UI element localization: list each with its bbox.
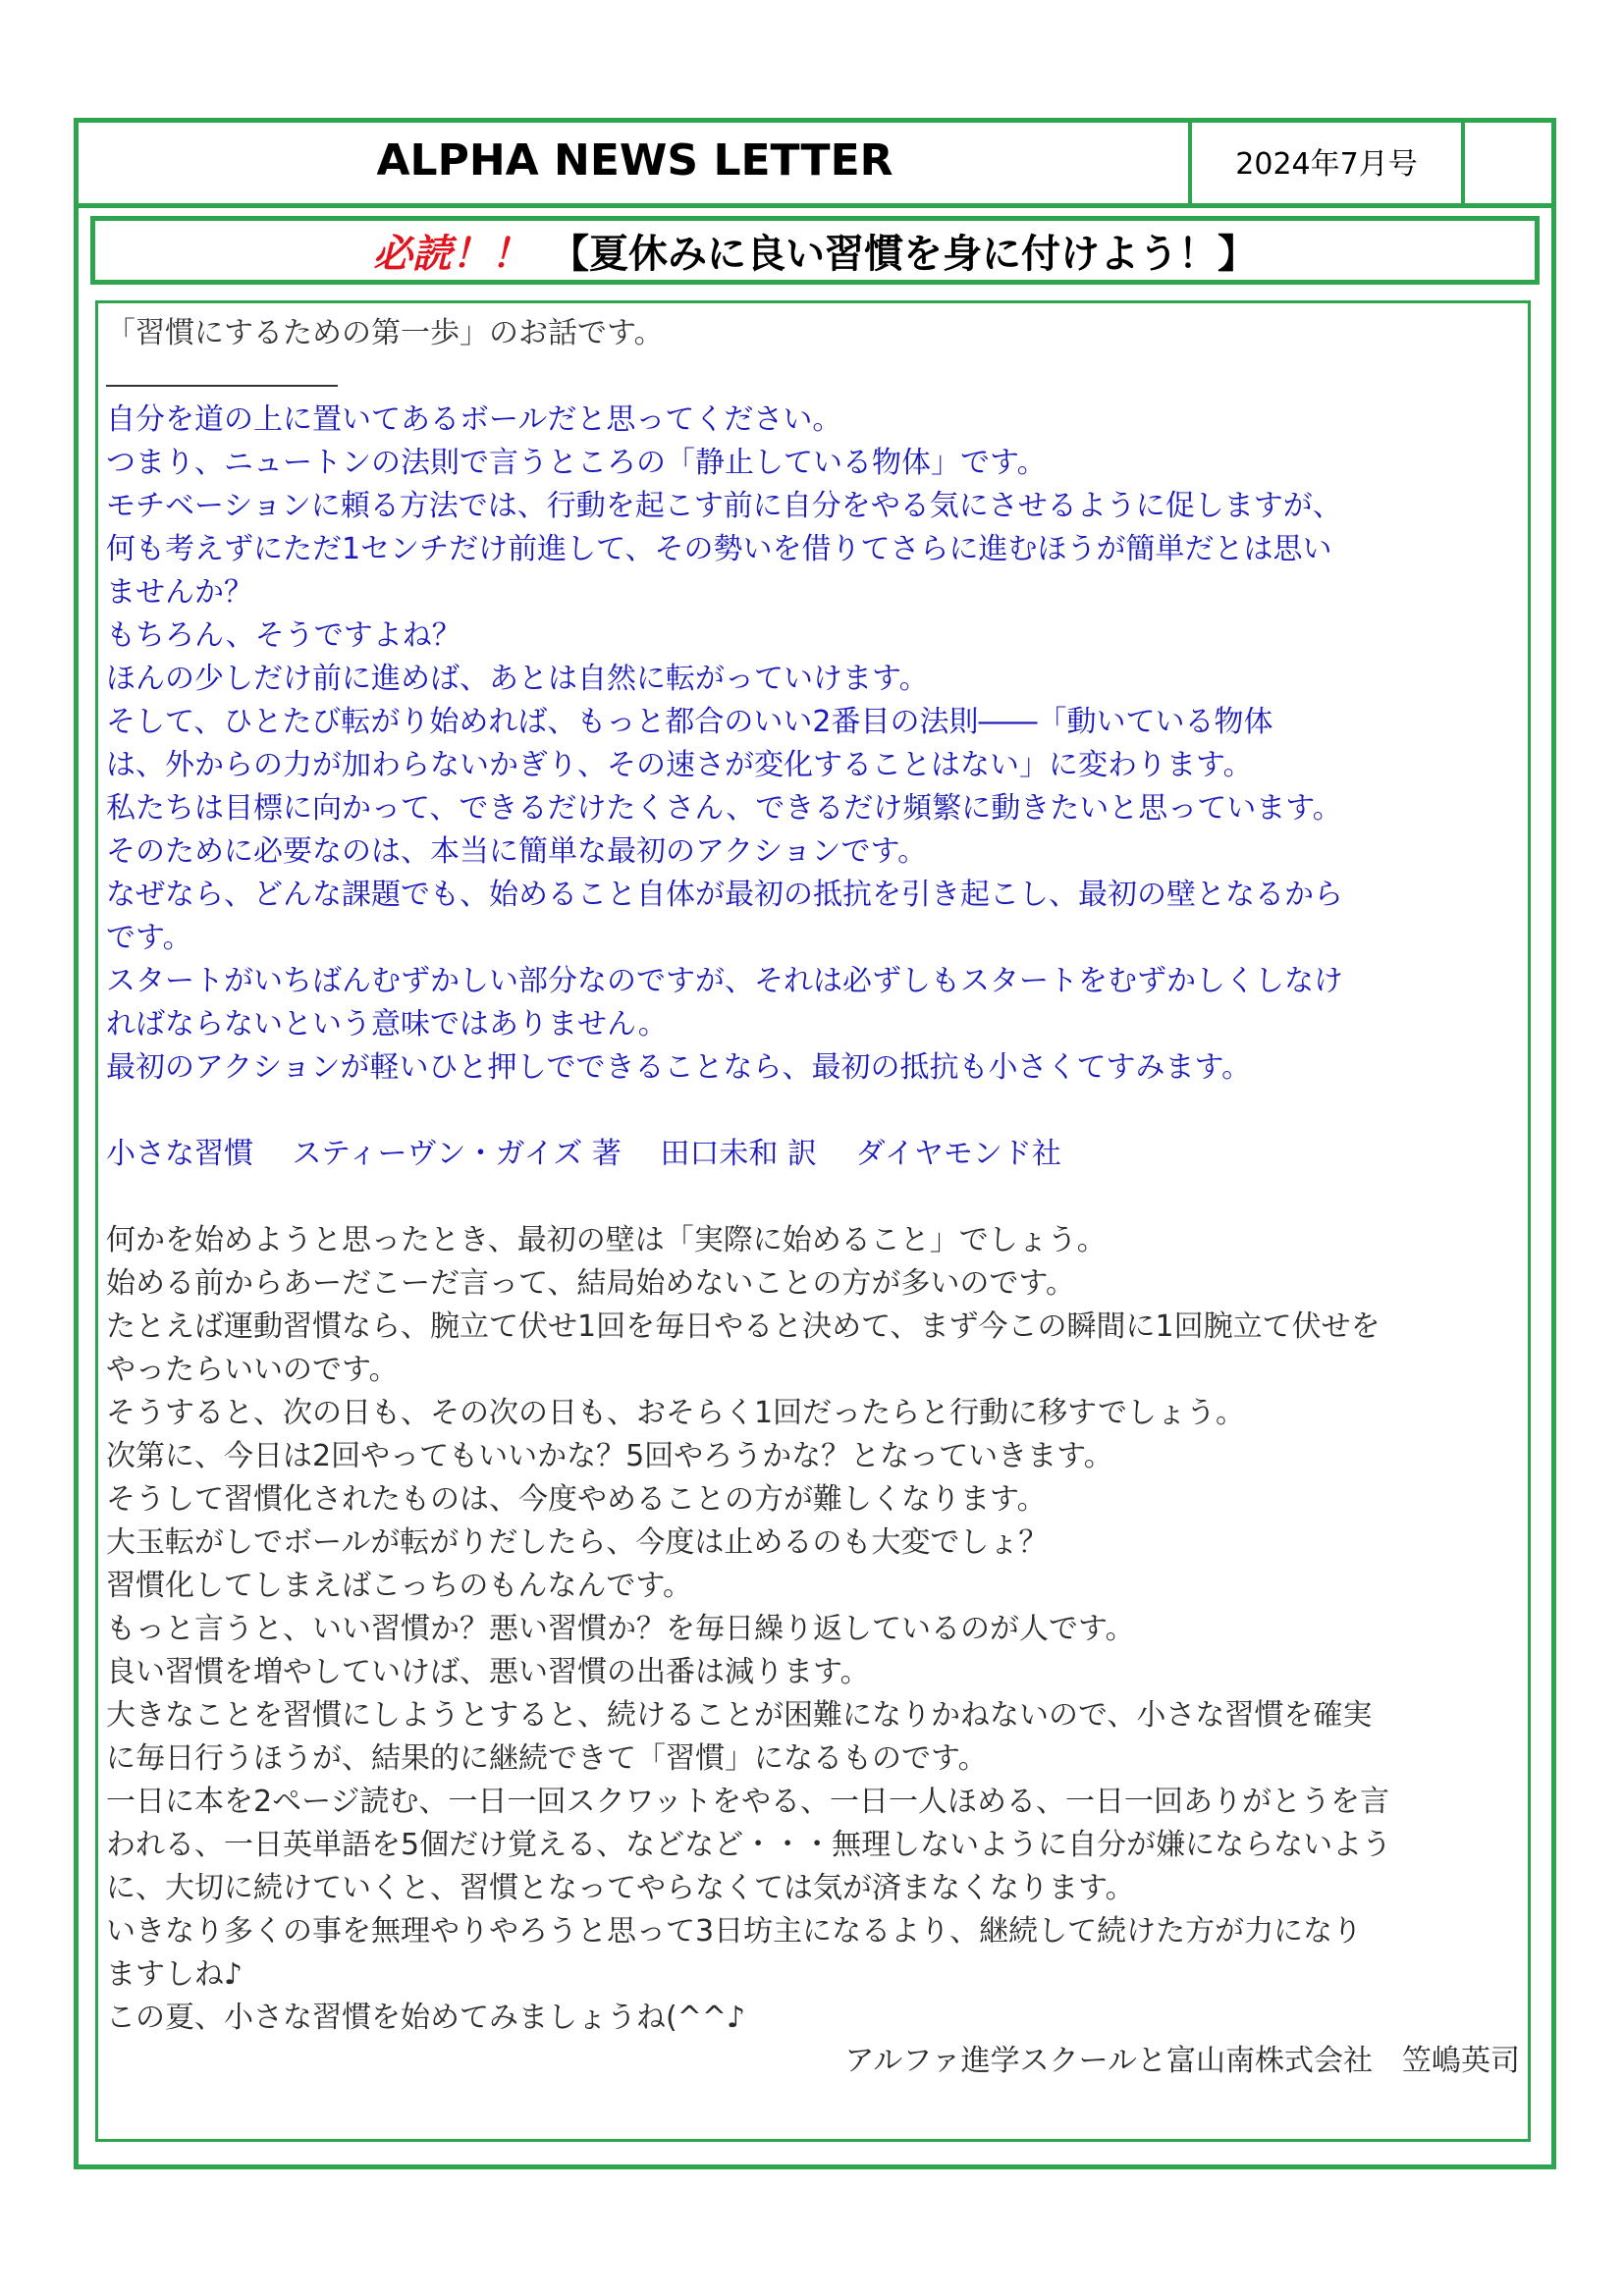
body-line: たとえば運動習慣なら、腕立て伏せ1回を毎日やると決めて、まず今この瞬間に1回腕立て伏せを [106,1309,1380,1344]
quote-line: ませんか？ [106,575,253,610]
headline-banner [90,216,1540,285]
spacer [106,1176,1526,1219]
quote-line: 何も考えずにただ1センチだけ前進して、その勢いを借りてさらに進むほうが簡単だとは思い [106,532,1332,566]
author-signature: アルファ進学スクールと富山南株式会社 笠嶋英司 [844,2044,1520,2078]
quote-line: そして、ひとたび転がり始めれば、もっと都合のいい2番目の法則――「動いている物体 [106,705,1273,739]
body-line: 大きなことを習慣にしようとすると、続けることが困難になりかねないので、小さな習慣を確実 [106,1698,1373,1733]
body-line: に、大切に続けていくと、習慣となってやらなくては気が済まなくなります。 [106,1871,1135,1905]
quote-line: スタートがいちばんむずかしい部分なのですが、それは必ずしもスタートをむずかしくしなけ [106,964,1343,998]
body-line: 一日に本を2ページ読む、一日一回スクワットをやる、一日一人ほめる、一日一回ありがとうを言 [106,1785,1389,1819]
divider [106,385,338,387]
body-line: に毎日行うほうが、結果的に継続できて「習慣」になるものです。 [106,1741,988,1776]
quote-line: つまり、ニュートンの法則で言うところの「静止している物体」です。 [106,446,1047,480]
body-line: 大玉転がしでボールが転がりだしたら、今度は止めるのも大変でしょ？ [106,1525,1049,1560]
body-line: 習慣化してしまえばこっちのもんなんです。 [106,1569,692,1603]
body-line: われる、一日英単語を5個だけ覚える、などなど・・・無理しないように自分が嫌にならないよう [106,1828,1392,1862]
body-line: 始める前からあーだこーだ言って、結局始めないことの方が多いのです。 [106,1266,1075,1301]
body-line: 次第に、今日は2回やってもいいかな？5回やろうかな？となっていきます。 [106,1439,1113,1473]
body-line: そうして習慣化されたものは、今度やめることの方が難しくなります。 [106,1482,1047,1517]
intro-line: 「習慣にするための第一歩」のお話です。 [106,316,664,350]
newsletter-title: ALPHA NEWS LETTER [376,135,893,186]
quote-line: そのために必要なのは、本当に簡単な最初のアクションです。 [106,834,928,869]
body-line: 何かを始めようと思ったとき、最初の壁は「実際に始めること」でしょう。 [106,1223,1107,1257]
quote-line: は、外からの力が加わらないかぎり、その速さが変化することはない」に変わります。 [106,748,1253,782]
quote-line: 最初のアクションが軽いひと押しでできることなら、最初の抵抗も小さくてすみます。 [106,1050,1252,1085]
issue-date: 2024年7月号 [1188,118,1465,203]
article-body [106,312,1526,2083]
body-line: いきなり多くの事を無理やりやろうと思って3日坊主になるより、継続して続けた方が力になり [106,1914,1363,1949]
quote-line: です。 [106,921,192,955]
must-read-label: 必読！！ [373,231,530,277]
newsletter-header [74,118,1556,208]
quote-line: ほんの少しだけ前に進めば、あとは自然に転がっていけます。 [106,662,929,696]
body-line: もっと言うと、いい習慣か？悪い習慣か？を毎日繰り返しているのが人です。 [106,1612,1135,1646]
quote-line: もちろん、そうですよね？ [106,618,461,653]
quote-line: なぜなら、どんな課題でも、始めること自体が最初の抵抗を引き起こし、最初の壁となるから [106,878,1343,912]
quote-line: 自分を道の上に置いてあるボールだと思ってください。 [106,402,842,437]
quote-line: ればならないという意味ではありません。 [106,1007,668,1041]
body-line: ますしね♪ [106,1957,244,1992]
book-source: 小さな習慣 スティーヴン・ガイズ 著 田口未和 訳 ダイヤモンド社 [106,1137,1061,1171]
body-line: 良い習慣を増やしていけば、悪い習慣の出番は減ります。 [106,1655,870,1689]
spacer [106,1090,1526,1133]
headline-text: 【夏休みに良い習慣を身に付けよう！】 [550,231,1257,277]
quote-line: モチベーションに頼る方法では、行動を起こす前に自分をやる気にさせるように促しますが、 [106,489,1342,523]
body-line: この夏、小さな習慣を始めてみましょうね(^^♪ [106,2001,746,2035]
body-line: そうすると、次の日も、その次の日も、おそらく1回だったらと行動に移すでしょう。 [106,1396,1245,1430]
body-line: やったらいいのです。 [106,1353,399,1387]
quote-line: 私たちは目標に向かって、できるだけたくさん、できるだけ頻繁に動きたいと思っています。 [106,791,1342,826]
